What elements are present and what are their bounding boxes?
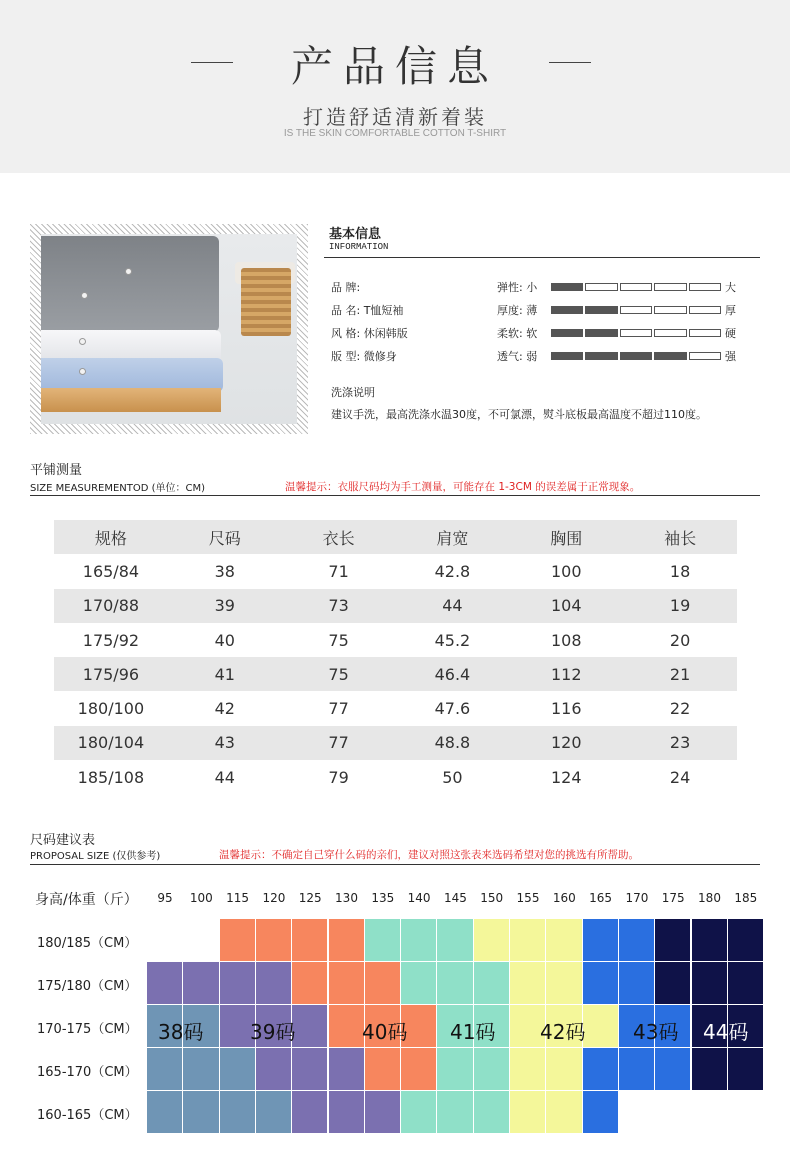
- table-header-cell: 肩宽: [436, 528, 469, 548]
- meter-scale: [551, 329, 721, 337]
- weight-label: 175: [661, 891, 685, 905]
- table-row: [54, 691, 737, 725]
- header-banner: [0, 0, 790, 173]
- size-cell: [256, 1005, 292, 1048]
- size-cell: [401, 1091, 437, 1134]
- table-cell: 42.8: [434, 561, 471, 581]
- table-cell: 104: [550, 596, 582, 616]
- meter-segment: [620, 329, 652, 337]
- weight-label: 185: [734, 891, 758, 905]
- size-legend-label: 40码: [362, 1020, 408, 1044]
- size-cell: [728, 919, 764, 962]
- size-cell: [147, 1048, 183, 1091]
- table-cell: 22: [669, 699, 691, 719]
- meter-segment: [620, 352, 652, 360]
- weight-label: 130: [335, 891, 358, 905]
- meter-scale: [551, 306, 721, 314]
- size-cell: [220, 962, 256, 1005]
- table-cell: 43: [214, 733, 235, 753]
- size-cell: [583, 1048, 619, 1091]
- size-cell: [365, 1091, 401, 1134]
- measure-title-en: SIZE MEASUREMENTOD (单位：CM): [30, 483, 206, 494]
- weight-label: 145: [443, 891, 467, 905]
- table-cell: 21: [669, 664, 691, 684]
- meter-label: 弹性: 小: [497, 281, 538, 294]
- weight-label: 135: [371, 891, 395, 905]
- table-header-row: [54, 520, 737, 554]
- table-row: [54, 554, 737, 588]
- size-cell: [401, 919, 437, 962]
- size-cell: [437, 919, 473, 962]
- table-row: [54, 760, 737, 794]
- table-cell: 40: [214, 630, 235, 650]
- meter-segment: [689, 329, 721, 337]
- size-legend-label: 43码: [633, 1020, 679, 1044]
- size-cell: [619, 919, 655, 962]
- size-cell: [510, 1048, 546, 1091]
- meter-segment: [654, 352, 686, 360]
- meter-segment: [585, 283, 617, 291]
- table-cell: 46.4: [434, 664, 471, 684]
- size-cell: [692, 962, 728, 1005]
- size-cell: [619, 1048, 655, 1091]
- weight-label: 165: [589, 891, 613, 905]
- meter-scale: [551, 283, 721, 291]
- table-cell: 23: [669, 733, 691, 753]
- size-cell: [183, 1005, 219, 1048]
- size-cell: [365, 962, 401, 1005]
- size-cell: [183, 962, 219, 1005]
- basket: [241, 268, 291, 336]
- size-cell: [292, 919, 328, 962]
- size-cell: [583, 962, 619, 1005]
- info-attribute: [331, 325, 408, 341]
- table-cell: 20: [669, 630, 691, 650]
- meter-segment: [620, 306, 652, 314]
- size-cell: [728, 1048, 764, 1091]
- size-cell: [329, 919, 365, 962]
- meter-high-label: 强: [725, 350, 736, 363]
- meter-segment: [689, 283, 721, 291]
- size-cell: [474, 1091, 510, 1134]
- size-cell: [329, 1048, 365, 1091]
- size-cell: [329, 1005, 365, 1048]
- weight-label: 170: [625, 891, 649, 905]
- size-cell: [147, 1005, 183, 1048]
- care-text: 建议手洗，最高洗涤水温30度，不可氯漂，熨斗底板最高温度不超过110度。: [331, 408, 707, 421]
- attribute-label: 风 格:: [331, 327, 364, 340]
- meter-high-label: 硬: [725, 327, 736, 340]
- weight-label: 160: [552, 891, 576, 905]
- size-cell: [437, 1091, 473, 1134]
- size-cell: [546, 1048, 582, 1091]
- size-cell: [256, 962, 292, 1005]
- table-cell: 48.8: [434, 733, 471, 753]
- table-cell: 18: [669, 561, 691, 581]
- weight-label: 155: [516, 891, 540, 905]
- size-cell: [692, 919, 728, 962]
- attribute-value: T恤短袖: [363, 304, 404, 317]
- size-cell: [401, 962, 437, 1005]
- info-attribute: [331, 348, 397, 364]
- weight-label: 95: [157, 891, 173, 905]
- size-cell: [220, 1091, 256, 1134]
- size-cell: [655, 1048, 691, 1091]
- info-attribute: [331, 302, 403, 318]
- table-cell: 108: [550, 630, 582, 650]
- size-cell: [147, 1091, 183, 1134]
- table-row: [54, 623, 737, 657]
- weight-label: 115: [226, 891, 250, 905]
- size-legend-label: 39码: [250, 1020, 296, 1044]
- meter-segment: [620, 283, 652, 291]
- table-row: [54, 726, 737, 760]
- attribute-value: 微修身: [363, 350, 397, 363]
- size-cell: [546, 919, 582, 962]
- table-row: [54, 589, 737, 623]
- size-legend-label: 44码: [703, 1020, 749, 1044]
- size-cell: [510, 1005, 546, 1048]
- meter-high-label: 厚: [725, 304, 736, 317]
- table-header-cell: 规格: [94, 528, 127, 548]
- weight-label: 150: [480, 891, 504, 905]
- measure-divider: [30, 495, 760, 496]
- table-cell: 175/96: [82, 664, 140, 684]
- table-cell: 45.2: [434, 630, 471, 650]
- size-cell: [546, 1005, 582, 1048]
- weight-label: 125: [298, 891, 322, 905]
- size-cell: [583, 1091, 619, 1134]
- product-photo: [41, 234, 297, 424]
- size-cell: [401, 1048, 437, 1091]
- table-cell: 39: [214, 596, 235, 616]
- weight-label: 180: [698, 891, 721, 905]
- wood-board: [41, 388, 221, 412]
- table-cell: 180/100: [77, 699, 145, 719]
- page-title: 产品信息: [290, 42, 499, 91]
- info-title: 基本信息: [329, 227, 382, 242]
- size-cell: [256, 919, 292, 962]
- size-cell: [292, 1048, 328, 1091]
- meter-segment: [551, 306, 583, 314]
- info-title-en: INFORMATION: [329, 242, 389, 252]
- table-cell: 47.6: [434, 699, 471, 719]
- table-cell: 41: [214, 664, 235, 684]
- table-header-cell: 胸围: [550, 528, 583, 548]
- product-photo-frame: [30, 224, 308, 434]
- size-cell: [183, 1091, 219, 1134]
- table-row: [54, 657, 737, 691]
- table-header-cell: 尺码: [208, 528, 241, 548]
- weight-label: 120: [262, 891, 286, 905]
- info-divider: [324, 257, 760, 258]
- proposal-title: 尺码建议表: [30, 833, 96, 848]
- size-cell: [655, 919, 691, 962]
- size-cell: [220, 1005, 256, 1048]
- size-cell: [365, 919, 401, 962]
- weight-label: 100: [189, 891, 213, 905]
- size-cell: [619, 962, 655, 1005]
- size-cell: [437, 1048, 473, 1091]
- size-legend-label: 42码: [540, 1020, 586, 1044]
- size-cell: [474, 1005, 510, 1048]
- meter-segment: [689, 306, 721, 314]
- size-cell: [655, 1005, 691, 1048]
- table-cell: 75: [328, 664, 349, 684]
- size-legend-label: 41码: [450, 1020, 496, 1044]
- table-cell: 50: [442, 767, 463, 787]
- size-cell: [655, 962, 691, 1005]
- size-cell: [692, 1005, 728, 1048]
- size-cell: [329, 1091, 365, 1134]
- attribute-label: 品 牌:: [331, 281, 361, 294]
- size-cell: [619, 1005, 655, 1048]
- measure-title: 平铺测量: [30, 463, 83, 478]
- table-cell: 44: [442, 596, 463, 616]
- meter-segment: [551, 283, 583, 291]
- table-cell: 77: [328, 699, 349, 719]
- weight-label: 140: [407, 891, 431, 905]
- size-cell: [728, 1005, 764, 1048]
- height-label: 175/180（CM）: [37, 979, 138, 994]
- height-label: 180/185（CM）: [37, 936, 138, 951]
- shirt-button: [79, 338, 86, 345]
- table-cell: 170/88: [82, 596, 140, 616]
- size-table: [54, 520, 737, 794]
- height-label: 170-175（CM）: [37, 1022, 138, 1037]
- size-cell: [183, 1048, 219, 1091]
- meter-segment: [551, 352, 583, 360]
- size-legend-label: 38码: [158, 1020, 204, 1044]
- size-cell: [546, 1091, 582, 1134]
- size-cell: [583, 919, 619, 962]
- info-attribute: [331, 279, 360, 295]
- meter-segment: [585, 352, 617, 360]
- title-right-line: [549, 62, 591, 63]
- measure-tip: 温馨提示：衣服尺码均为手工测量，可能存在 1-3CM 的误差属于正常现象。: [285, 481, 641, 493]
- height-label: 165-170（CM）: [37, 1065, 138, 1080]
- proposal-tip: 温馨提示：不确定自己穿什么码的亲们，建议对照这张表来选码希望对您的挑选有所帮助。: [219, 849, 639, 861]
- shirt-button: [125, 268, 132, 275]
- attribute-label: 品 名:: [331, 304, 364, 317]
- table-cell: 75: [328, 630, 349, 650]
- blue-shirt: [41, 358, 223, 392]
- size-cell: [329, 962, 365, 1005]
- table-cell: 116: [550, 699, 582, 719]
- care-title: 洗涤说明: [331, 386, 375, 399]
- meter-label: 透气: 弱: [497, 350, 538, 363]
- shirt-button: [79, 368, 86, 375]
- meter-label: 柔软: 软: [497, 327, 538, 340]
- size-cell: [256, 1048, 292, 1091]
- table-cell: 44: [214, 767, 235, 787]
- meter-segment: [585, 306, 617, 314]
- table-cell: 124: [550, 767, 582, 787]
- size-cell: [220, 1048, 256, 1091]
- size-cell: [220, 919, 256, 962]
- table-cell: 165/84: [82, 561, 140, 581]
- table-cell: 175/92: [82, 630, 140, 650]
- grid-corner-label: 身高/体重（斤）: [35, 892, 138, 908]
- shirt-button: [81, 292, 88, 299]
- table-cell: 19: [669, 596, 691, 616]
- proposal-title-en: PROPOSAL SIZE (仅供参考): [30, 851, 161, 862]
- attribute-value: 休闲韩版: [363, 327, 408, 340]
- page-subtitle-en: IS THE SKIN COMFORTABLE COTTON T-SHIRT: [283, 128, 507, 139]
- size-cell: [546, 962, 582, 1005]
- table-cell: 24: [669, 767, 691, 787]
- table-cell: 120: [550, 733, 582, 753]
- table-cell: 185/108: [77, 767, 145, 787]
- size-cell: [365, 1005, 401, 1048]
- table-cell: 71: [328, 561, 349, 581]
- size-cell: [474, 962, 510, 1005]
- grey-shirt: [41, 236, 219, 332]
- table-cell: 73: [328, 596, 349, 616]
- size-cell: [728, 962, 764, 1005]
- size-cell: [292, 1091, 328, 1134]
- table-cell: 180/104: [77, 733, 145, 753]
- size-cell: [474, 919, 510, 962]
- size-cell: [510, 919, 546, 962]
- table-cell: 112: [550, 664, 582, 684]
- height-label: 160-165（CM）: [37, 1108, 138, 1123]
- table-cell: 100: [550, 561, 582, 581]
- meter-scale: [551, 352, 721, 360]
- table-cell: 38: [214, 561, 235, 581]
- meter-segment: [654, 306, 686, 314]
- meter-segment: [689, 352, 721, 360]
- size-cell: [292, 962, 328, 1005]
- meter-segment: [654, 329, 686, 337]
- size-cell: [292, 1005, 328, 1048]
- size-cell: [147, 962, 183, 1005]
- size-cell: [401, 1005, 437, 1048]
- table-cell: 77: [328, 733, 349, 753]
- size-cell: [583, 1005, 619, 1048]
- size-cell: [510, 1091, 546, 1134]
- table-cell: 42: [214, 699, 235, 719]
- proposal-divider: [30, 864, 760, 865]
- table-cell: 79: [328, 767, 349, 787]
- meter-high-label: 大: [725, 281, 736, 294]
- table-header-cell: 衣长: [322, 528, 355, 548]
- meter-segment: [585, 329, 617, 337]
- table-header-cell: 袖长: [664, 528, 697, 548]
- size-cell: [365, 1048, 401, 1091]
- meter-segment: [654, 283, 686, 291]
- page-subtitle: 打造舒适清新着装: [303, 105, 487, 129]
- meter-label: 厚度: 薄: [497, 304, 538, 317]
- meter-segment: [551, 329, 583, 337]
- size-cell: [510, 962, 546, 1005]
- size-cell: [437, 962, 473, 1005]
- size-cell: [692, 1048, 728, 1091]
- size-cell: [474, 1048, 510, 1091]
- size-cell: [437, 1005, 473, 1048]
- attribute-label: 版 型:: [331, 350, 364, 363]
- size-cell: [256, 1091, 292, 1134]
